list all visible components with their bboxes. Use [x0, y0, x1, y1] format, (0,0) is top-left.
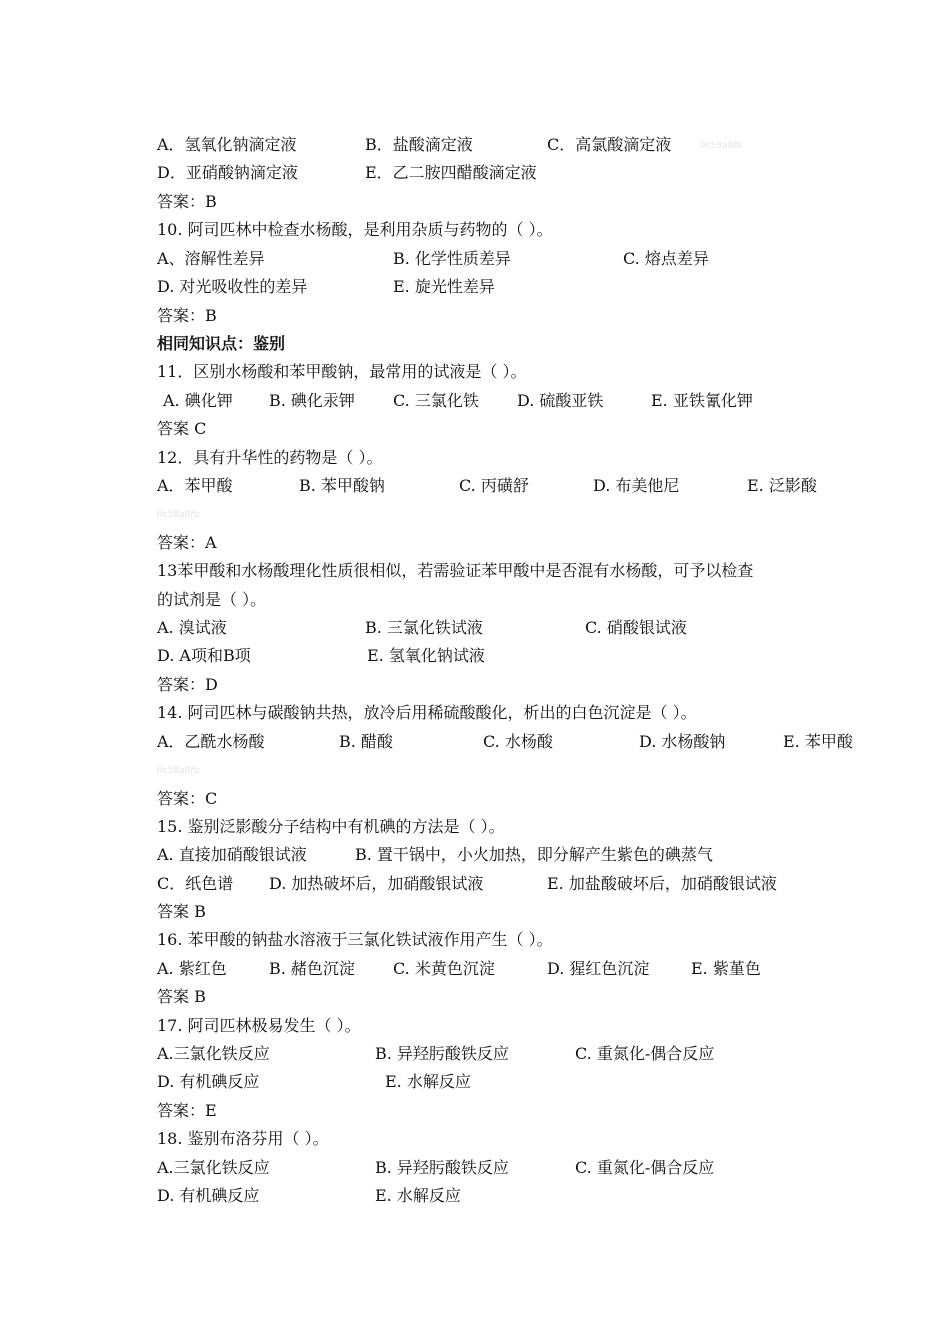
option: B. 赭色沉淀: [269, 959, 355, 978]
option: E. 苯甲酸: [783, 732, 853, 751]
option: E. 水解反应: [375, 1186, 461, 1205]
answer: 答案：A: [157, 533, 217, 552]
option: A. 紫红色: [157, 959, 227, 978]
option: B. 碘化汞钾: [269, 391, 355, 410]
option: C. 水杨酸: [483, 732, 553, 751]
question-text: 13苯甲酸和水杨酸理化性质很相似，若需验证苯甲酸中是否混有水杨酸，可予以检查: [157, 561, 754, 580]
option: C. 丙磺舒: [459, 476, 529, 495]
question-text: 17. 阿司匹林极易发生（ ）。: [157, 1016, 361, 1035]
answer: 答案：D: [157, 675, 218, 694]
option: E. 氢氧化钠试液: [367, 646, 485, 665]
answer: 答案：B: [157, 192, 217, 211]
answer: 答案 B: [157, 902, 206, 921]
question-text: 10. 阿司匹林中检查水杨酸，是利用杂质与药物的（ ）。: [157, 220, 553, 239]
option: E. 紫堇色: [691, 959, 761, 978]
option: A. 直接加硝酸银试液: [157, 845, 307, 864]
option: A、溶解性差异: [157, 249, 265, 268]
option: A.三氯化铁反应: [157, 1044, 270, 1063]
option: E. 旋光性差异: [393, 277, 495, 296]
answer: 答案 C: [157, 419, 207, 438]
option: D. 猩红色沉淀: [547, 959, 650, 978]
option: B. 化学性质差异: [393, 249, 511, 268]
option: B．盐酸滴定液: [365, 135, 473, 154]
question-text: 14. 阿司匹林与碳酸钠共热，放冷后用稀硫酸酸化，析出的白色沉淀是（ ）。: [157, 703, 697, 722]
option: A. 溴试液: [157, 618, 227, 637]
option: C. 硝酸银试液: [585, 618, 687, 637]
option: B. 异羟肟酸铁反应: [375, 1158, 509, 1177]
question-text: 12．具有升华性的药物是（ ）。: [157, 448, 383, 467]
answer: 答案 B: [157, 987, 206, 1006]
question-text: 的试剂是（ ）。: [157, 590, 267, 609]
option: A.三氯化铁反应: [157, 1158, 270, 1177]
option: E. 泛影酸: [747, 476, 817, 495]
option: D. 硫酸亚铁: [517, 391, 604, 410]
option: B. 三氯化铁试液: [365, 618, 483, 637]
option: B. 异羟肟酸铁反应: [375, 1044, 509, 1063]
option: D. 布美他尼: [593, 476, 680, 495]
option: C. 重氮化-偶合反应: [575, 1158, 715, 1177]
option: C．高氯酸滴定液: [547, 135, 672, 154]
question-text: 16. 苯甲酸的钠盐水溶液于三氯化铁试液作用产生（ ）。: [157, 930, 553, 949]
option: D．亚硝酸钠滴定液: [157, 163, 298, 182]
question-text: 18. 鉴别布洛芬用（ ）。: [157, 1129, 329, 1148]
option: C. 熔点差异: [623, 249, 709, 268]
option: A．乙酰水杨酸: [157, 732, 265, 751]
option: E. 亚铁氰化钾: [651, 391, 753, 410]
watermark-1: 0c58a8fb: [700, 141, 743, 151]
option: D. A项和B项: [157, 646, 251, 665]
option: E. 水解反应: [385, 1072, 471, 1091]
watermark-2: 0c58a8fb: [157, 510, 200, 520]
option: E．乙二胺四醋酸滴定液: [365, 163, 537, 182]
option: E. 加盐酸破坏后，加硝酸银试液: [547, 874, 777, 893]
answer: 答案：C: [157, 789, 218, 808]
option: A. 碘化钾: [163, 391, 233, 410]
option: D. 水杨酸钠: [639, 732, 726, 751]
watermark-3: 0c58a8fb: [157, 766, 200, 776]
option: D. 有机碘反应: [157, 1186, 260, 1205]
option: D. 有机碘反应: [157, 1072, 260, 1091]
answer: 答案：E: [157, 1101, 217, 1120]
question-text: 15. 鉴别泛影酸分子结构中有机碘的方法是（ ）。: [157, 817, 505, 836]
answer: 答案：B: [157, 306, 217, 325]
option: B. 醋酸: [339, 732, 393, 751]
option: A．苯甲酸: [157, 476, 233, 495]
option: B. 置干锅中，小火加热，即分解产生紫色的碘蒸气: [355, 845, 713, 864]
option: C. 重氮化-偶合反应: [575, 1044, 715, 1063]
option: D. 加热破坏后，加硝酸银试液: [269, 874, 484, 893]
option: A．氢氧化钠滴定液: [157, 135, 297, 154]
option: C. 三氯化铁: [393, 391, 479, 410]
option: C. 米黄色沉淀: [393, 959, 495, 978]
section-title: 相同知识点：鉴别: [157, 334, 286, 353]
option: C．纸色谱: [157, 874, 234, 893]
option: D. 对光吸收性的差异: [157, 277, 308, 296]
option: B. 苯甲酸钠: [299, 476, 385, 495]
question-text: 11．区别水杨酸和苯甲酸钠，最常用的试液是（ ）。: [157, 362, 527, 381]
